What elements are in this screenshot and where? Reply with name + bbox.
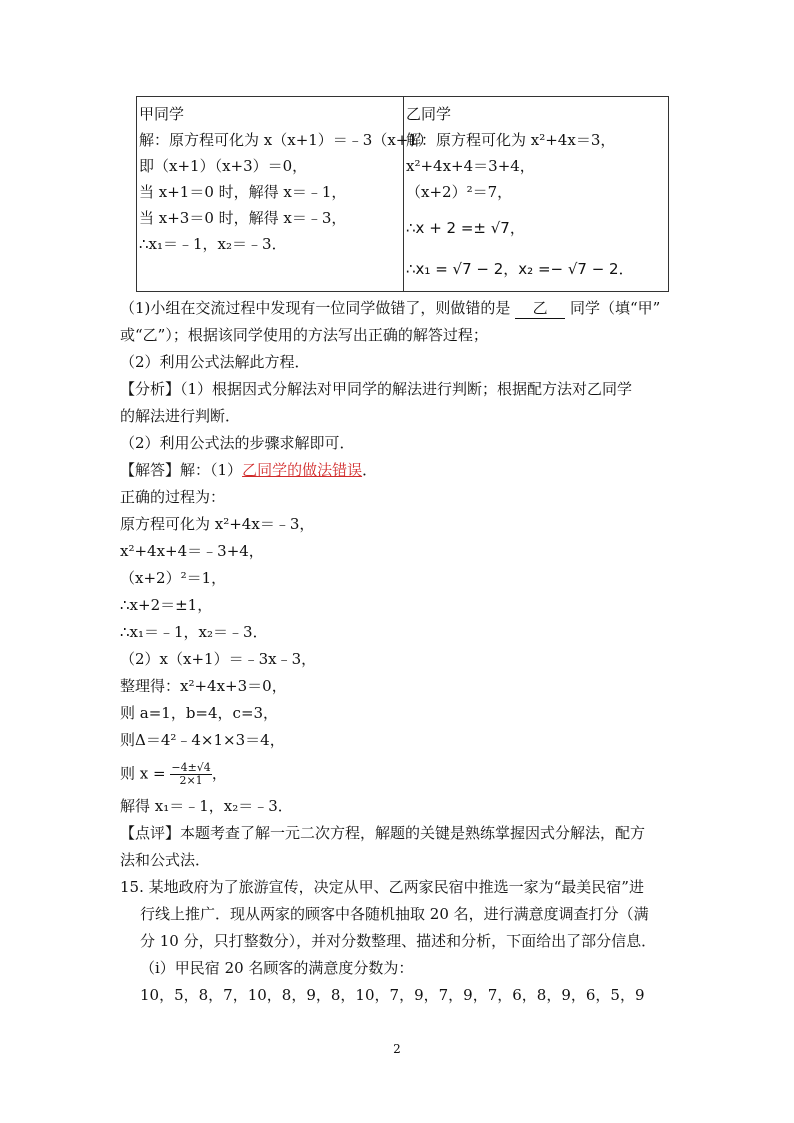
solution-line: ∴x₁＝﹣1，x₂＝﹣3． [120,623,268,641]
student-jia-line: ∴x₁＝﹣1，x₂＝﹣3． [139,235,287,253]
student-yi-cell [404,97,669,292]
question-1-text-post: 同学（填“甲” [569,299,661,317]
solution-line: 则Δ＝4²﹣4×1×3＝4， [120,731,285,749]
formula-suffix: ， [211,764,227,783]
question-15-text: 某地政府为了旅游宣传，决定从甲、乙两家民宿中推选一家为“最美民宿”进 [148,878,644,896]
formula-prefix: 则 x = [120,764,166,783]
solution-final-line: 解得 x₁＝﹣1，x₂＝﹣3． [120,797,293,815]
solution-period: ． [362,461,378,479]
analysis-line [120,379,632,399]
analysis-tag: 【分析】 [120,380,181,398]
question-15-line-3: 分 10 分，只打整数分），并对分数整理、描述和分析，下面给出了部分信息． [140,932,657,950]
analysis-line-2: 的解法进行判断． [120,407,241,425]
fraction-denominator: 2×1 [179,774,203,787]
question-15-line-4: （i）甲民宿 20 名顾客的满意度分数为： [140,959,414,977]
comment-line-2: 法和公式法． [120,851,211,869]
quadratic-formula-line [120,762,227,787]
analysis-text: （1）根据因式分解法对甲同学的解法进行判断；根据配方法对乙同学 [180,380,633,398]
solution-line: （x+2）²＝1， [120,569,227,587]
student-jia-header: 甲同学 [139,105,185,123]
solution-line: 原方程可化为 x²+4x＝﹣3， [120,515,315,533]
question-2-line: （2）利用公式法解此方程． [120,353,310,371]
solution-highlight: 乙同学的做法错误 [242,461,363,479]
solution-line: ∴x+2＝±1， [120,596,213,614]
solution-tag: 【解答】 [120,461,181,479]
question-15-scores: 10，5，8，7，10，8，9，8，10，7，9，7，9，7，6，8，9，6，5，9 [140,986,645,1004]
solution-comparison-table [136,96,669,292]
question-15-line-2: 行线上推广．现从两家的顾客中各随机抽取 20 名，进行满意度调查打分（满 [140,905,649,923]
solution-prefix: 解：（1） [180,461,243,479]
student-yi-line: x²+4x+4＝3+4， [406,157,535,175]
student-jia-line: 解：原方程可化为 x（x+1）＝﹣3（x+1） [139,131,433,149]
question-15-number: 15. [120,878,144,896]
student-yi-line: ∴x₁ = √7 − 2，x₂ =− √7 − 2． [406,260,634,278]
question-15-line [120,877,644,897]
comment-tag: 【点评】 [120,824,181,842]
comment-text: 本题考查了解一元二次方程，解题的关键是熟练掌握因式分解法，配方 [180,824,646,842]
solution-line: 正确的过程为： [120,488,226,506]
quadratic-fraction [170,762,211,787]
question-1-line [120,298,660,319]
student-yi-line: 解：原方程可化为 x²+4x＝3， [406,131,616,149]
question-1-text: （1)小组在交流过程中发现有一位同学做错了，则做错的是 [120,299,511,317]
solution-line: 整理得：x²+4x+3＝0， [120,677,287,695]
solution-header-line [120,460,377,480]
fraction-numerator: −4±√4 [171,761,211,774]
student-jia-line: 当 x+1＝0 时，解得 x＝﹣1， [139,183,347,201]
solution-line: （2）x（x+1）＝﹣3x﹣3， [120,650,317,668]
student-yi-header: 乙同学 [406,105,452,123]
solution-line: 则 a=1，b=4，c=3， [120,704,279,722]
solution-line: x²+4x+4＝﹣3+4， [120,542,264,560]
student-jia-line: 即（x+1）（x+3）＝0， [139,157,308,175]
question-1-answer-blank: 乙 [515,298,565,319]
student-yi-line: （x+2）²＝7， [406,183,513,201]
question-1-line-2: 或“乙”）；根据该同学使用的方法写出正确的解答过程； [120,326,488,344]
comment-line [120,823,645,843]
page-number: 2 [393,1042,401,1056]
student-yi-line: ∴x + 2 =± √7， [406,219,525,237]
student-jia-line: 当 x+3＝0 时，解得 x＝﹣3， [139,209,347,227]
analysis-line-3: （2）利用公式法的步骤求解即可． [120,434,355,452]
